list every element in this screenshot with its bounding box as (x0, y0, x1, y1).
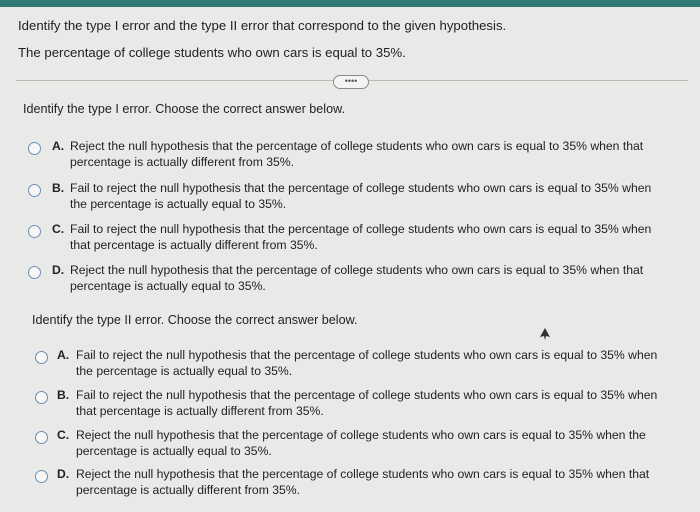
option-text-line2: percentage is actually equal to 35%. (70, 279, 266, 293)
radio-button[interactable] (35, 431, 48, 444)
option-text-line1: Reject the null hypothesis that the percentage of college students who own cars is equal to 35% when that (76, 467, 650, 481)
option-letter: D. (57, 467, 70, 481)
option-text-line1: Fail to reject the null hypothesis that the percentage of college students who own cars is equal to 35% when (70, 181, 652, 195)
option-text-line2: that percentage is actually different from 35%. (76, 404, 324, 418)
radio-button[interactable] (35, 351, 48, 364)
option-text-line2: percentage is actually different from 35%. (70, 155, 295, 169)
option-letter: C. (52, 222, 65, 236)
option-letter: B. (52, 181, 65, 195)
type1-question-title: Identify the type I error. Choose the correct answer below. (23, 102, 346, 116)
hypothesis-statement: The percentage of college students who own cars is equal to 35%. (18, 45, 406, 60)
type1-option-d[interactable] (0, 262, 700, 302)
option-text-line1: Fail to reject the null hypothesis that the percentage of college students who own cars is equal to 35% when (76, 348, 658, 362)
type2-option-a[interactable] (0, 346, 700, 386)
type1-option-c[interactable] (0, 221, 700, 261)
option-letter: B. (57, 388, 70, 402)
option-text-line1: Reject the null hypothesis that the percentage of college students who own cars is equal to 35% when that (70, 139, 644, 153)
option-letter: A. (57, 348, 70, 362)
type2-option-c[interactable] (0, 426, 700, 466)
radio-button[interactable] (35, 391, 48, 404)
mouse-cursor-icon (540, 328, 550, 340)
option-text-line1: Reject the null hypothesis that the percentage of college students who own cars is equal to 35% when that (70, 263, 644, 277)
radio-button[interactable] (28, 184, 41, 197)
radio-button[interactable] (28, 225, 41, 238)
option-letter: A. (52, 139, 65, 153)
question-prompt: Identify the type I error and the type II error that correspond to the given hypothesis. (18, 18, 507, 33)
radio-button[interactable] (35, 470, 48, 483)
radio-button[interactable] (28, 142, 41, 155)
option-text-line2: percentage is actually equal to 35%. (76, 444, 272, 458)
type2-option-d[interactable] (0, 465, 700, 505)
option-text-line2: the percentage is actually equal to 35%. (70, 197, 287, 211)
option-text-line2: the percentage is actually equal to 35%. (76, 364, 293, 378)
top-accent-bar (0, 0, 700, 7)
expand-more-button[interactable]: •••• (333, 75, 369, 89)
type2-option-b[interactable] (0, 386, 700, 426)
type1-option-a[interactable] (0, 138, 700, 178)
type2-question-title: Identify the type II error. Choose the correct answer below. (32, 313, 358, 327)
option-text-line1: Fail to reject the null hypothesis that the percentage of college students who own cars is equal to 35% when (76, 388, 658, 402)
option-text-line1: Fail to reject the null hypothesis that the percentage of college students who own cars is equal to 35% when (70, 222, 652, 236)
option-text-line1: Reject the null hypothesis that the percentage of college students who own cars is equal to 35% when the (76, 428, 646, 442)
option-text-line2: that percentage is actually different from 35%. (70, 238, 318, 252)
type1-option-b[interactable] (0, 180, 700, 220)
option-letter: C. (57, 428, 70, 442)
option-text-line2: percentage is actually different from 35%. (76, 483, 301, 497)
option-letter: D. (52, 263, 65, 277)
radio-button[interactable] (28, 266, 41, 279)
